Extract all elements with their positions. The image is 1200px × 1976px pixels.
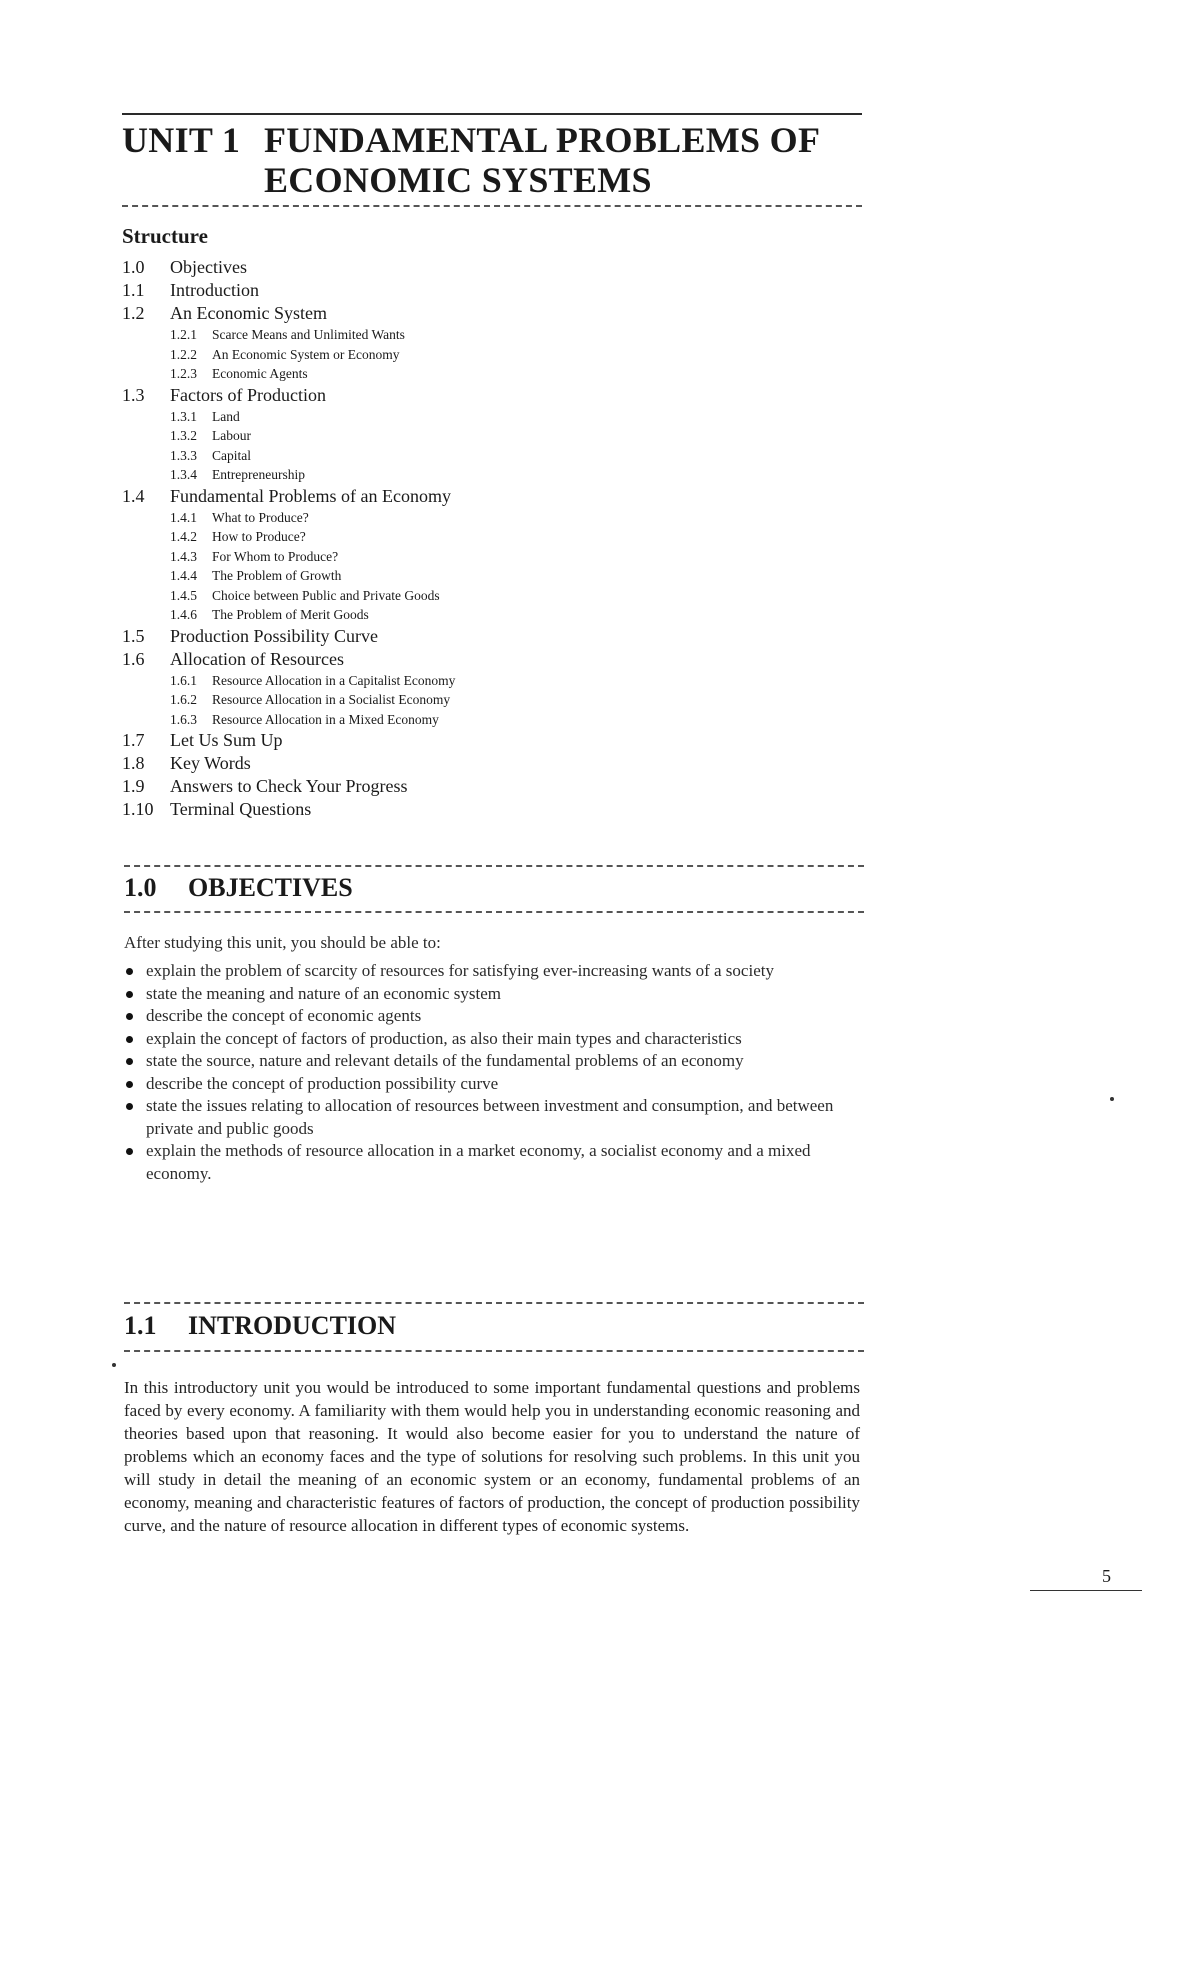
scan-speck <box>1110 1097 1114 1101</box>
toc-item-number: 1.2 <box>122 303 145 323</box>
toc-subitem <box>122 566 802 586</box>
toc-item-label: Allocation of Resources <box>170 648 344 669</box>
objective-item <box>124 1005 844 1028</box>
toc-item-number: 1.5 <box>122 625 145 646</box>
toc-item <box>122 384 802 407</box>
unit-title <box>122 120 882 200</box>
introduction-heading-text: INTRODUCTION <box>188 1311 397 1340</box>
toc-item <box>122 775 802 798</box>
toc-subitem-number: 1.3.1 <box>170 408 197 424</box>
objectives-intro: After studying this unit, you should be able to: <box>124 933 441 952</box>
page-number: 5 <box>1102 1566 1111 1586</box>
toc-subitem-label: Economic Agents <box>212 366 308 381</box>
toc-item-label: Let Us Sum Up <box>170 730 283 750</box>
bullet-icon <box>126 1058 133 1065</box>
objectives-heading <box>124 873 864 903</box>
toc-subitem <box>122 345 802 365</box>
toc-item-number: 1.9 <box>122 776 145 796</box>
toc-subitem-label: An Economic System or Economy <box>212 346 400 362</box>
toc-item <box>122 648 802 671</box>
objectives-heading-text: OBJECTIVES <box>188 873 353 902</box>
bullet-icon <box>126 1013 133 1020</box>
objective-item <box>124 960 844 983</box>
unit-title-line-2: ECONOMIC SYSTEMS <box>264 160 652 200</box>
toc-subitem-number: 1.2.1 <box>170 327 197 342</box>
toc-subitem <box>122 671 802 691</box>
toc-item-number: 1.4 <box>122 485 145 506</box>
toc-item-label: Answers to Check Your Progress <box>170 776 408 796</box>
toc-subitem-number: 1.2.3 <box>170 366 197 381</box>
bullet-icon <box>126 991 133 998</box>
bullet-icon <box>126 1036 133 1043</box>
structure-heading: Structure <box>122 224 208 248</box>
toc-item-number: 1.10 <box>122 799 154 819</box>
toc-subitem-number: 1.3.2 <box>170 428 197 443</box>
toc-subitem-number: 1.4.1 <box>170 509 197 525</box>
toc-item-label: Terminal Questions <box>170 799 312 819</box>
introduction-paragraph: In this introductory unit you would be introduced to some important fundamental questions and problems faced by every economy. A familiarity with them would help you in understanding economic reasoning and theories based upon that reasoning. It would also become easier for you to understand the nature of problems which an economy faces and the type of solutions for resolving such problems. In this unit you will study in detail the meaning of an economic system or an economy, fundamental problems of an economy, meaning and characteristic features of factors of production, the concept of production possibility curve, and the nature of resource allocation in different types of economic systems. <box>124 1378 860 1535</box>
toc-subitem-number: 1.2.2 <box>170 346 197 362</box>
objective-text: state the issues relating to allocation of resources between investment and consumption, and between private and public goods <box>146 1096 834 1138</box>
objective-item <box>124 1028 844 1051</box>
toc-subitem-label: The Problem of Growth <box>212 568 342 583</box>
toc-item <box>122 256 802 279</box>
toc-subitem <box>122 407 802 427</box>
toc-subitem <box>122 527 802 547</box>
toc-subitem-number: 1.6.3 <box>170 711 197 727</box>
toc-subitem-number: 1.4.2 <box>170 529 197 544</box>
introduction-bottom-rule <box>124 1350 864 1352</box>
toc-subitem <box>122 364 802 384</box>
toc-subitem-number: 1.3.3 <box>170 447 197 463</box>
introduction-heading-number: 1.1 <box>124 1311 157 1340</box>
toc-subitem-label: The Problem of Merit Goods <box>212 607 369 622</box>
toc-subitem <box>122 605 802 625</box>
objectives-bottom-rule <box>124 911 864 913</box>
toc-subitem-number: 1.4.6 <box>170 607 197 622</box>
table-of-contents <box>122 256 802 821</box>
toc-subitem-label: Resource Allocation in a Capitalist Economy <box>212 672 456 688</box>
toc-item-label: An Economic System <box>170 303 327 323</box>
toc-subitem <box>122 446 802 466</box>
bullet-icon <box>126 1103 133 1110</box>
objective-text: describe the concept of economic agents <box>146 1006 422 1025</box>
objective-item <box>124 983 844 1006</box>
toc-item-number: 1.1 <box>122 280 145 300</box>
toc-subitem-number: 1.4.4 <box>170 568 197 583</box>
objectives-heading-number: 1.0 <box>124 873 157 902</box>
scan-speck <box>112 1363 116 1367</box>
objectives-top-rule <box>124 865 864 867</box>
toc-subitem-label: Choice between Public and Private Goods <box>212 587 440 603</box>
bullet-icon <box>126 1081 133 1088</box>
objective-item <box>124 1073 844 1096</box>
toc-subitem-label: Entrepreneurship <box>212 467 305 482</box>
toc-subitem <box>122 710 802 730</box>
toc-subitem-number: 1.4.3 <box>170 548 197 564</box>
toc-subitem-label: Labour <box>212 428 251 443</box>
toc-item-number: 1.3 <box>122 384 145 405</box>
page-number-rule <box>1030 1590 1142 1591</box>
toc-item-label: Introduction <box>170 280 259 300</box>
toc-item <box>122 729 802 752</box>
toc-subitem <box>122 426 802 446</box>
toc-item <box>122 485 802 508</box>
toc-item-label: Fundamental Problems of an Economy <box>170 485 451 506</box>
toc-subitem-label: Resource Allocation in a Mixed Economy <box>212 711 439 727</box>
objectives-list <box>124 960 844 1185</box>
objective-text: state the source, nature and relevant details of the fundamental problems of an economy <box>146 1051 744 1070</box>
introduction-top-rule <box>124 1302 864 1304</box>
toc-item <box>122 798 802 821</box>
bullet-icon <box>126 968 133 975</box>
toc-subitem-label: Land <box>212 408 240 424</box>
objective-item <box>124 1050 844 1073</box>
toc-item-label: Factors of Production <box>170 384 326 405</box>
toc-item <box>122 302 802 325</box>
toc-item-number: 1.0 <box>122 257 145 277</box>
toc-subitem <box>122 325 802 345</box>
toc-subitem-number: 1.6.1 <box>170 672 197 688</box>
top-rule <box>122 113 862 115</box>
toc-subitem <box>122 690 802 710</box>
objective-text: describe the concept of production possibility curve <box>146 1073 499 1093</box>
toc-item-label: Key Words <box>170 753 251 773</box>
bullet-icon <box>126 1148 133 1155</box>
toc-item-number: 1.7 <box>122 730 145 750</box>
toc-subitem <box>122 547 802 567</box>
toc-subitem-label: What to Produce? <box>212 509 309 525</box>
toc-subitem-label: Resource Allocation in a Socialist Economy <box>212 692 451 707</box>
toc-subitem-label: Scarce Means and Unlimited Wants <box>212 327 405 342</box>
toc-subitem-number: 1.4.5 <box>170 587 197 603</box>
toc-subitem <box>122 508 802 528</box>
toc-item <box>122 752 802 775</box>
toc-item <box>122 625 802 648</box>
objective-item <box>124 1140 844 1185</box>
toc-subitem <box>122 586 802 606</box>
objective-item <box>124 1095 844 1140</box>
title-bottom-rule <box>122 205 862 207</box>
unit-label: UNIT 1 <box>122 120 241 160</box>
toc-item <box>122 279 802 302</box>
toc-subitem-number: 1.6.2 <box>170 692 197 707</box>
objective-text: explain the concept of factors of production, as also their main types and characteristics <box>146 1028 742 1048</box>
toc-subitem-label: Capital <box>212 447 251 463</box>
unit-title-line-1: FUNDAMENTAL PROBLEMS OF <box>264 120 821 160</box>
toc-item-number: 1.6 <box>122 648 145 669</box>
toc-subitem-label: How to Produce? <box>212 529 306 544</box>
toc-subitem-label: For Whom to Produce? <box>212 548 339 564</box>
introduction-heading <box>124 1311 864 1341</box>
objective-text: state the meaning and nature of an economic system <box>146 983 501 1003</box>
toc-subitem-number: 1.3.4 <box>170 467 197 482</box>
toc-subitem <box>122 465 802 485</box>
toc-item-number: 1.8 <box>122 753 145 773</box>
toc-item-label: Objectives <box>170 257 247 277</box>
toc-item-label: Production Possibility Curve <box>170 625 379 646</box>
objective-text: explain the methods of resource allocation in a market economy, a socialist economy and a mixed economy. <box>146 1141 811 1183</box>
objective-text: explain the problem of scarcity of resources for satisfying ever-increasing wants of a society <box>146 961 774 980</box>
